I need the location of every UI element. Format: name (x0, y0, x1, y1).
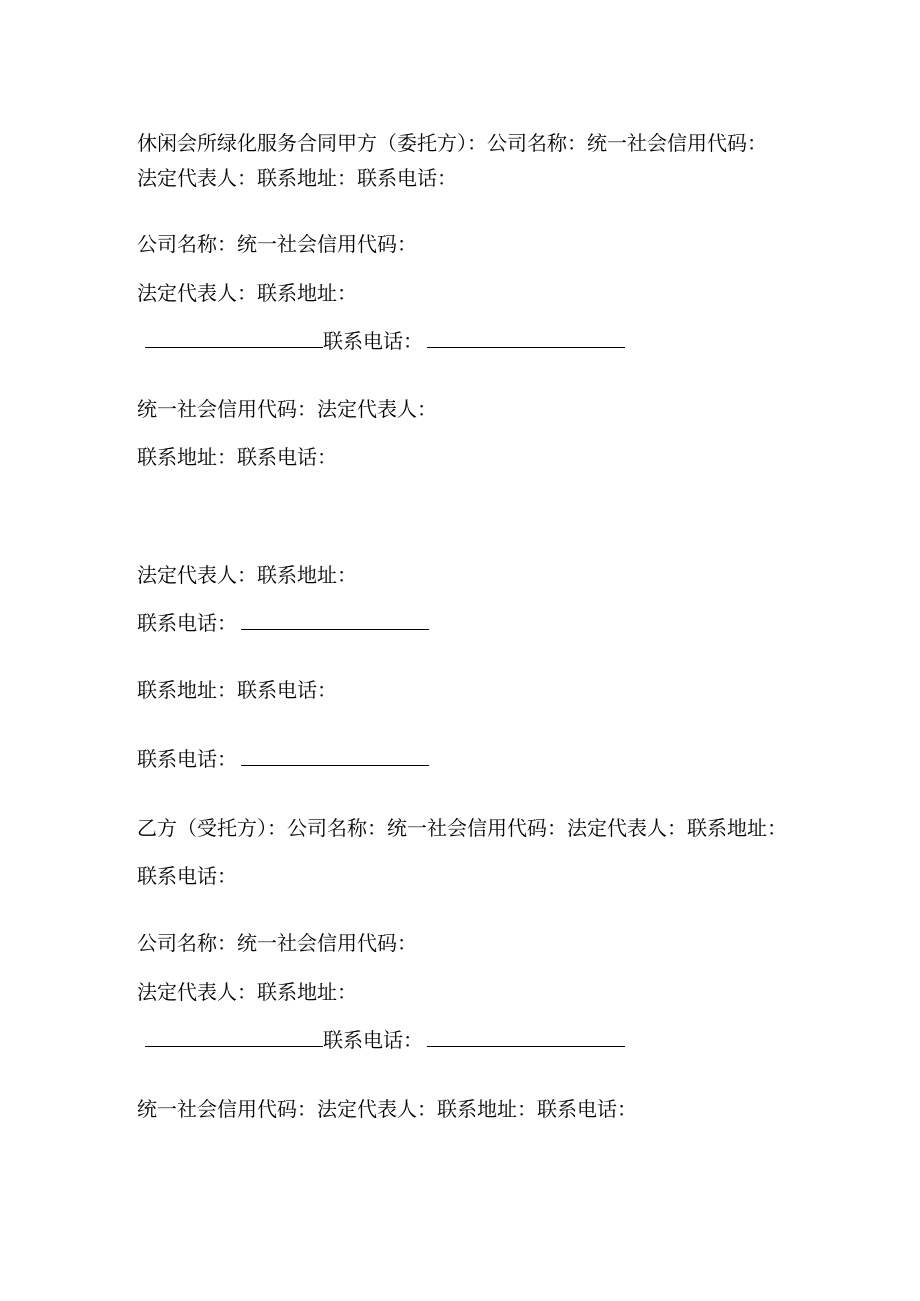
address-phone-line-2 (137, 676, 337, 704)
rep-address-line-3 (137, 978, 357, 1006)
credit-rep-address-phone-line (137, 1095, 637, 1123)
phone-fill-line-1 (145, 327, 625, 355)
party-a-heading-text: 休闲会所绿化服务合同甲方（委托方）：公司名称：统一社会信用代码： (137, 131, 767, 155)
party-a-contact-line (137, 164, 457, 192)
company-credit-line-1 (137, 230, 417, 258)
party-b-heading-line (137, 814, 787, 842)
phone-blank-1[interactable] (427, 327, 625, 348)
credit-rep-line-1 (137, 395, 437, 423)
phone-fill-line-3 (137, 745, 429, 773)
phone-label-2: 联系电话： (137, 611, 237, 635)
rep-address-text-3: 法定代表人：联系地址： (137, 980, 357, 1004)
address-blank-2[interactable] (145, 1026, 323, 1047)
rep-address-line-1 (137, 279, 357, 307)
party-b-phone-text: 联系电话： (137, 864, 237, 888)
company-credit-text-2: 公司名称：统一社会信用代码： (137, 931, 417, 955)
phone-fill-line-4 (145, 1026, 625, 1054)
phone-blank-3[interactable] (241, 745, 429, 766)
phone-label-1: 联系电话： (323, 329, 423, 353)
rep-address-text-2: 法定代表人：联系地址： (137, 563, 357, 587)
rep-address-line-2 (137, 561, 357, 589)
rep-address-text-1: 法定代表人：联系地址： (137, 281, 357, 305)
phone-label-4: 联系电话： (323, 1028, 423, 1052)
phone-blank-2[interactable] (241, 609, 429, 630)
address-phone-text-2: 联系地址：联系电话： (137, 678, 337, 702)
company-credit-line-2 (137, 929, 417, 957)
address-phone-line-1 (137, 443, 337, 471)
address-blank-1[interactable] (145, 327, 323, 348)
credit-rep-text-1: 统一社会信用代码：法定代表人： (137, 397, 437, 421)
phone-label-3: 联系电话： (137, 747, 237, 771)
address-phone-text-1: 联系地址：联系电话： (137, 445, 337, 469)
party-b-phone-line (137, 862, 237, 890)
phone-fill-line-2 (137, 609, 429, 637)
party-a-contact-text: 法定代表人：联系地址：联系电话： (137, 166, 457, 190)
phone-blank-4[interactable] (427, 1026, 625, 1047)
party-a-heading-line (137, 129, 767, 157)
party-b-heading-text: 乙方（受托方）：公司名称：统一社会信用代码：法定代表人：联系地址： (137, 816, 787, 840)
credit-rep-address-phone-text: 统一社会信用代码：法定代表人：联系地址：联系电话： (137, 1097, 637, 1121)
company-credit-text-1: 公司名称：统一社会信用代码： (137, 232, 417, 256)
